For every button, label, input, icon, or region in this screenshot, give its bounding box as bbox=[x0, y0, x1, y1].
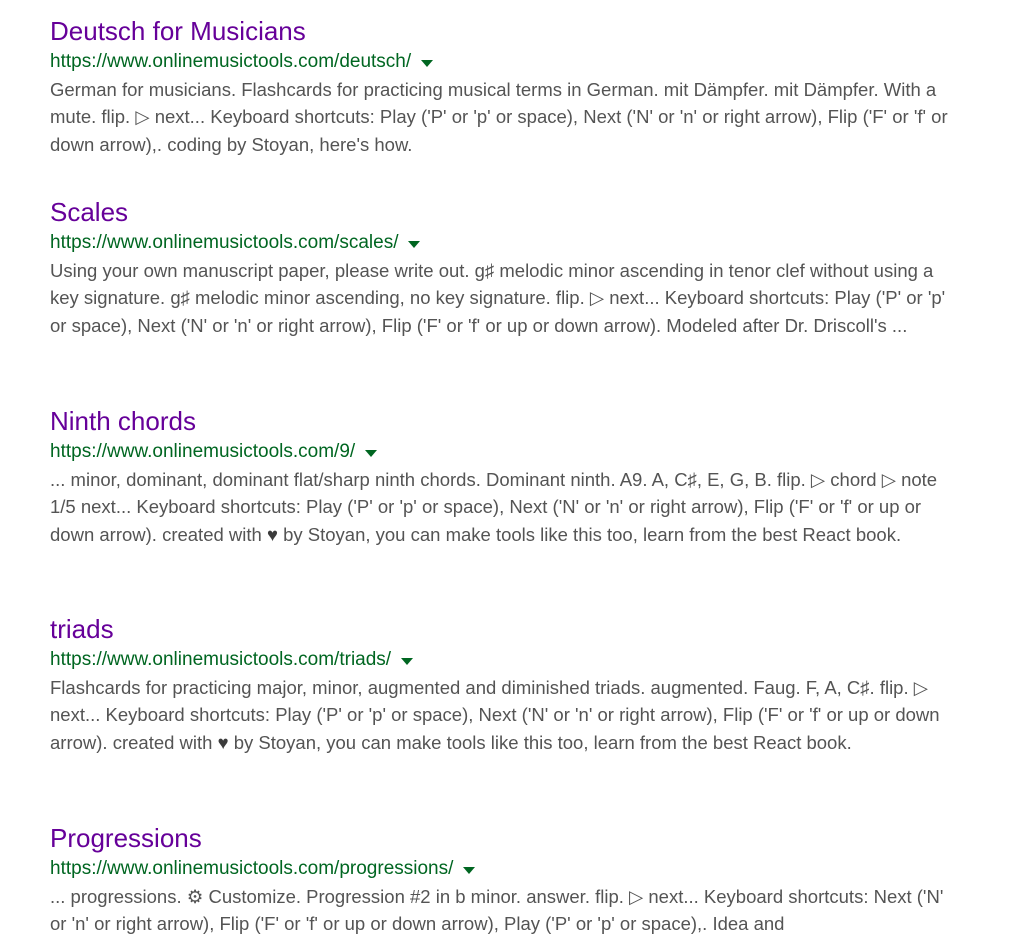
result-title-link[interactable]: Progressions bbox=[50, 823, 202, 853]
snippet-text: ... minor, dominant, dominant flat/sharp ninth chords. Dominant ninth. A9. A, C♯, E, G, B. flip. ▷ chord ▷ note 1/5 next... Keyboard shortcuts: Play ('P' or 'p' or space), Next ('N' or 'n' or right arrow), Flip ('F' or 'f' or up or down arrow). created with bbox=[50, 469, 938, 545]
result-title-link[interactable]: Deutsch for Musicians bbox=[50, 16, 306, 46]
heart-icon: ♥ bbox=[217, 731, 229, 753]
result-url-link[interactable]: https://www.onlinemusictools.com/triads/ bbox=[50, 649, 392, 670]
result-title-link[interactable]: triads bbox=[50, 614, 114, 644]
dropdown-caret-icon[interactable] bbox=[408, 241, 420, 248]
dropdown-caret-icon[interactable] bbox=[421, 60, 433, 67]
heart-icon: ♥ bbox=[266, 523, 278, 545]
snippet-text: Using your own manuscript paper, please write out. g♯ melodic minor ascending in tenor clef without using a key signature. g♯ melodic minor ascending, no key signature. flip. ▷ next... Keyboard shortcuts: Play ('P' or 'p' or space), Next ('N' or 'n' or right arrow), Flip ('F' or 'f' or up or down arrow). Modeled after Dr. Driscoll's ... bbox=[50, 260, 946, 336]
dropdown-caret-icon[interactable] bbox=[463, 867, 475, 874]
snippet-text: by Stoyan, you can make tools like this too, learn from the best React book. bbox=[277, 523, 902, 545]
search-result bbox=[50, 821, 960, 938]
search-result bbox=[50, 14, 960, 158]
snippet-text: Flashcards for practicing major, minor, augmented and diminished triads. augmented. Faug. F, A, C♯. flip. ▷ next... Keyboard shortcuts: Play ('P' or 'p' or space), Next ('N' or 'n' or right arrow), Flip ('F' or 'f' or up or down arrow). created with bbox=[50, 677, 940, 753]
result-title-link[interactable]: Ninth chords bbox=[50, 406, 196, 436]
result-snippet bbox=[50, 466, 960, 548]
result-url-row bbox=[50, 857, 960, 881]
result-url-row bbox=[50, 50, 960, 74]
result-url-link[interactable]: https://www.onlinemusictools.com/deutsch/ bbox=[50, 51, 412, 72]
result-snippet bbox=[50, 883, 960, 938]
result-url-link[interactable]: https://www.onlinemusictools.com/progressions/ bbox=[50, 858, 454, 879]
result-url-row bbox=[50, 648, 960, 672]
result-url-row bbox=[50, 440, 960, 464]
snippet-text: German for musicians. Flashcards for practicing musical terms in German. mit Dämpfer. mit Dämpfer. With a mute. flip. ▷ next... Keyboard shortcuts: Play ('P' or 'p' or space), Next ('N' or 'n' or right arrow), Flip ('F' or 'f' or down arrow),. coding by Stoyan, here's how. bbox=[50, 79, 948, 155]
search-result bbox=[50, 612, 960, 756]
result-title-link[interactable]: Scales bbox=[50, 197, 129, 227]
result-snippet bbox=[50, 76, 960, 158]
result-snippet bbox=[50, 257, 960, 339]
dropdown-caret-icon[interactable] bbox=[365, 450, 377, 457]
snippet-text: ... progressions. ⚙ Customize. Progression #2 in b minor. answer. flip. ▷ next... Keyboard shortcuts: Next ('N' or 'n' or right arrow), Flip ('F' or 'f' or up or down arrow), Play ('P' or 'p' or space),. Idea and bbox=[50, 886, 944, 935]
dropdown-caret-icon[interactable] bbox=[401, 658, 413, 665]
search-result bbox=[50, 195, 960, 339]
result-url-link[interactable]: https://www.onlinemusictools.com/scales/ bbox=[50, 232, 399, 253]
result-url-link[interactable]: https://www.onlinemusictools.com/9/ bbox=[50, 441, 356, 462]
snippet-text: by Stoyan, you can make tools like this too, learn from the best React book. bbox=[228, 731, 852, 753]
result-snippet bbox=[50, 674, 960, 756]
result-url-row bbox=[50, 231, 960, 255]
search-result bbox=[50, 404, 960, 548]
